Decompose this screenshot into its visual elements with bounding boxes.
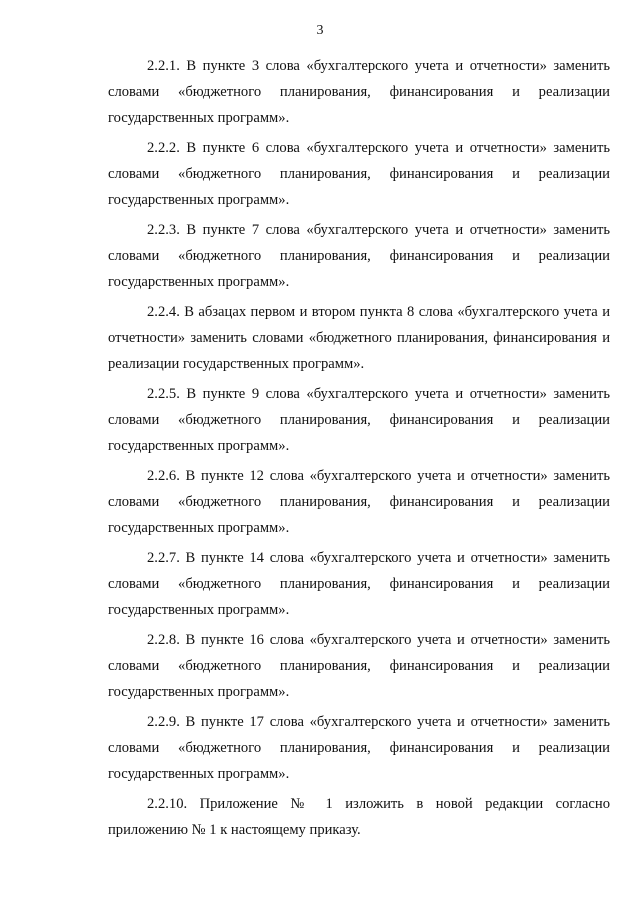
paragraph-2-2-7: 2.2.7. В пункте 14 слова «бухгалтерского учета и отчетности» заменить словами «бюджетного планирования, финансирования и реализации государственных программ». — [108, 550, 610, 618]
paragraph-2-2-4: 2.2.4. В абзацах первом и втором пункта 8 слова «бухгалтерского учета и отчетности» заменить словами «бюджетного планирования, финансирования и реализации государственных программ». — [108, 304, 610, 372]
paragraph-2-2-9: 2.2.9. В пункте 17 слова «бухгалтерского учета и отчетности» заменить словами «бюджетного планирования, финансирования и реализации государственных программ». — [108, 714, 610, 782]
paragraph-2-2-3: 2.2.3. В пункте 7 слова «бухгалтерского учета и отчетности» заменить словами «бюджетного планирования, финансирования и реализации государственных программ». — [108, 222, 610, 290]
page-number: 3 — [316, 23, 324, 38]
paragraph-2-2-1: 2.2.1. В пункте 3 слова «бухгалтерского учета и отчетности» заменить словами «бюджетного планирования, финансирования и реализации государственных программ». — [108, 58, 610, 126]
paragraph-2-2-10: 2.2.10. Приложение № 1 изложить в новой редакции согласно приложению № 1 к настоящему приказу. — [108, 796, 610, 838]
paragraph-2-2-8: 2.2.8. В пункте 16 слова «бухгалтерского учета и отчетности» заменить словами «бюджетного планирования, финансирования и реализации государственных программ». — [108, 632, 610, 700]
paragraph-2-2-6: 2.2.6. В пункте 12 слова «бухгалтерского учета и отчетности» заменить словами «бюджетного планирования, финансирования и реализации государственных программ». — [108, 468, 610, 536]
document-body — [108, 53, 610, 847]
paragraph-2-2-2: 2.2.2. В пункте 6 слова «бухгалтерского учета и отчетности» заменить словами «бюджетного планирования, финансирования и реализации государственных программ». — [108, 140, 610, 208]
paragraph-2-2-5: 2.2.5. В пункте 9 слова «бухгалтерского учета и отчетности» заменить словами «бюджетного планирования, финансирования и реализации государственных программ». — [108, 386, 610, 454]
